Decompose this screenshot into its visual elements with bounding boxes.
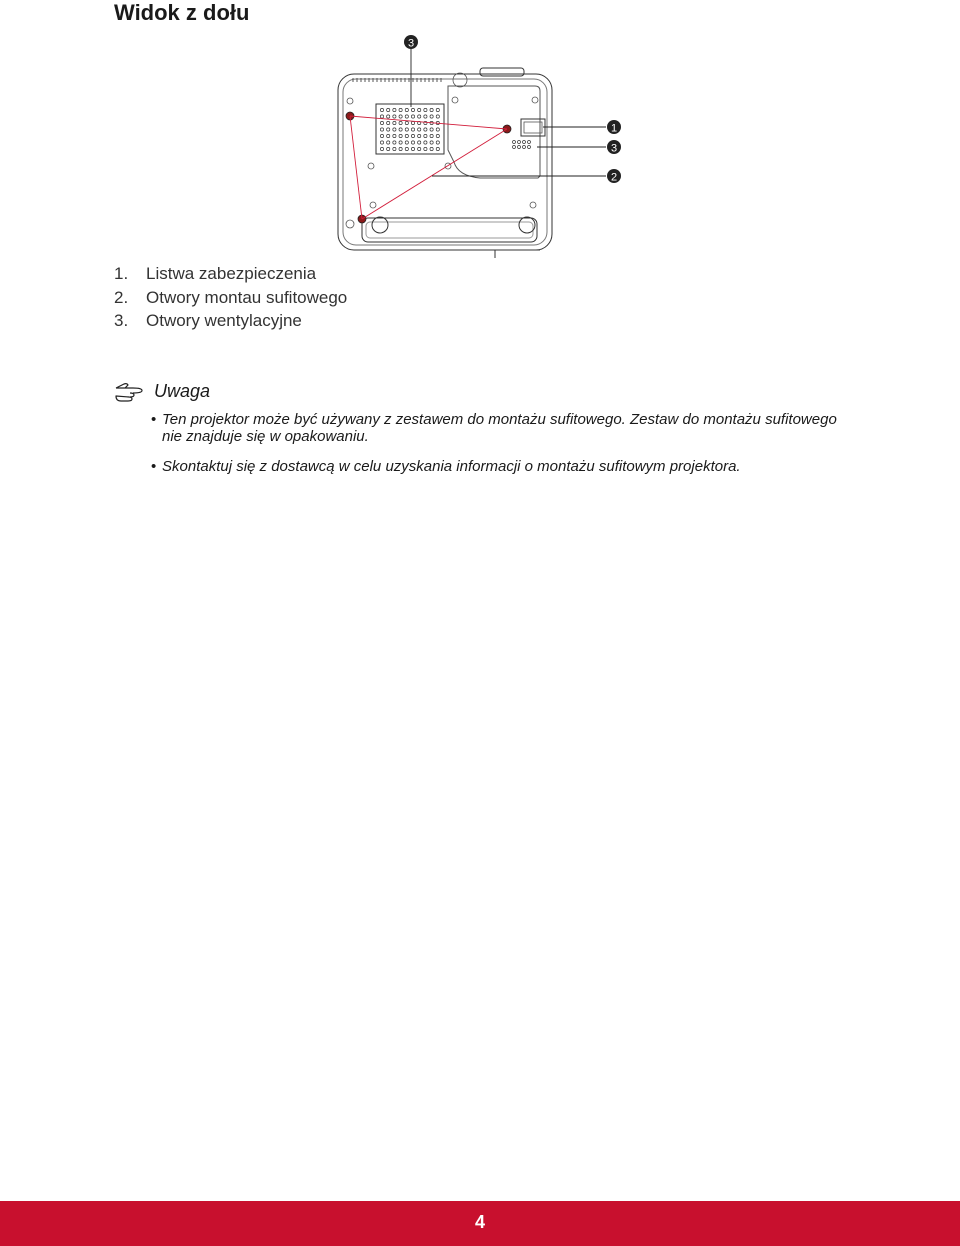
legend-list (114, 262, 347, 333)
projector-bottom-diagram (330, 28, 630, 258)
note-item: • Ten projektor może być używany z zestawem do montażu sufitowego. Zestaw do montażu sufitowego nie znajduje się w opakowaniu. (151, 411, 851, 445)
callout-2: 2 (610, 171, 618, 184)
screws (346, 73, 538, 228)
callout-lines (411, 48, 606, 176)
legend-item: 2. Otwory montau sufitowego (114, 287, 348, 307)
page-number: 4 (474, 1212, 485, 1232)
legend-item: 3. Otwory wentylacyjne (114, 311, 302, 330)
callout-3-top: 3 (407, 37, 415, 50)
note-list (151, 411, 851, 488)
feet (372, 217, 535, 233)
page-title: Widok z dołu (114, 0, 250, 25)
vent-grille (376, 104, 444, 154)
note-header (113, 378, 210, 404)
small-vent (513, 141, 531, 149)
legend-item: 1. Listwa zabezpieczenia (114, 264, 317, 283)
note-item: • Skontaktuj się z dostawcą w celu uzyskania informacji o montażu sufitowym projektora. (151, 458, 851, 475)
security-bar (521, 119, 545, 136)
callout-3: 3 (610, 142, 618, 155)
pointing-hand-icon (113, 380, 145, 402)
callout-1: 1 (610, 122, 618, 135)
note-title: Uwaga (154, 380, 211, 401)
vent-holes (380, 108, 439, 150)
